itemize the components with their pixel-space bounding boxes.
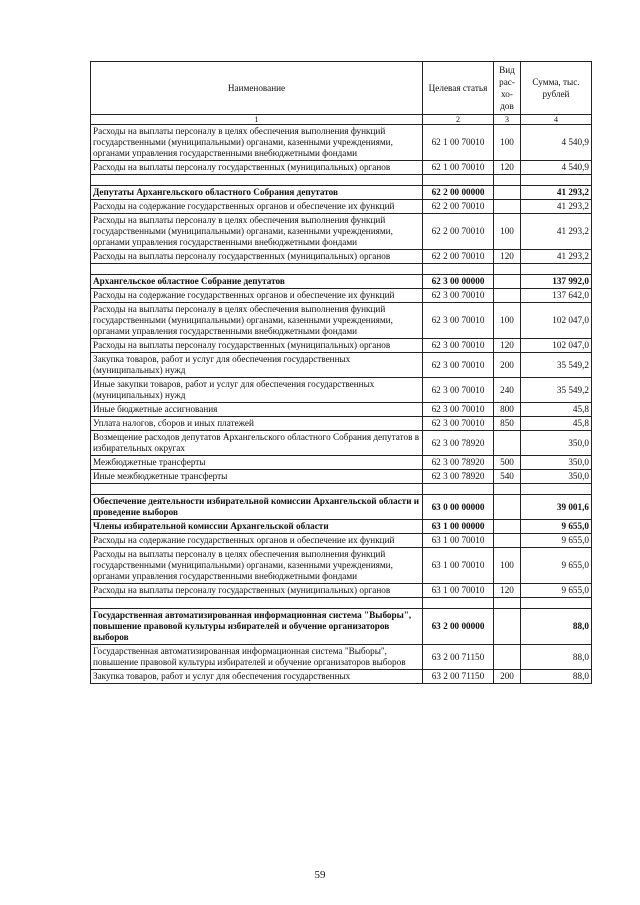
cell-target-article: 62 1 00 70010 <box>423 161 494 175</box>
table-row <box>91 431 592 456</box>
cell-expense-type: 850 <box>494 417 521 431</box>
table-row <box>91 470 592 484</box>
table-row <box>91 403 592 417</box>
cell-sum: 4 540,9 <box>521 161 592 175</box>
cell-sum: 88,0 <box>521 670 592 684</box>
table-row <box>91 548 592 584</box>
table-row <box>91 353 592 378</box>
cell-name: Расходы на выплаты персоналу в целях обеспечения выполнения функций государственными (муниципальными) органами, казенными учреждениями, органами управления государственными внебюджетными фондами <box>91 214 423 250</box>
spacer-cell <box>494 598 521 609</box>
column-number: 4 <box>521 115 592 125</box>
cell-name: Государственная автоматизированная информационная система "Выборы", повышение правовой культуры избирателей и обучение организаторов выборов <box>91 609 423 645</box>
cell-expense-type: 100 <box>494 214 521 250</box>
cell-sum: 45,8 <box>521 417 592 431</box>
spacer-cell <box>494 175 521 186</box>
table-row <box>91 417 592 431</box>
cell-expense-type <box>494 520 521 534</box>
cell-name: Расходы на выплаты персоналу государственных (муниципальных) органов <box>91 161 423 175</box>
spacer-cell <box>521 264 592 275</box>
cell-sum: 4 540,9 <box>521 125 592 161</box>
cell-expense-type <box>494 186 521 200</box>
cell-sum: 35 549,2 <box>521 353 592 378</box>
table-row <box>91 289 592 303</box>
cell-expense-type: 100 <box>494 125 521 161</box>
cell-name: Депутаты Архангельского областного Собрания депутатов <box>91 186 423 200</box>
table-row <box>91 250 592 264</box>
cell-target-article: 62 2 00 70010 <box>423 250 494 264</box>
cell-name: Расходы на выплаты персоналу государственных (муниципальных) органов <box>91 584 423 598</box>
cell-expense-type: 100 <box>494 548 521 584</box>
table-row <box>91 214 592 250</box>
cell-name: Иные закупки товаров, работ и услуг для обеспечения государственных (муниципальных) нужд <box>91 378 423 403</box>
cell-sum: 9 655,0 <box>521 520 592 534</box>
cell-name: Расходы на выплаты персоналу в целях обеспечения выполнения функций государственными (муниципальными) органами, казенными учреждениями, органами управления государственными внебюджетными фондами <box>91 303 423 339</box>
table-row <box>91 125 592 161</box>
cell-expense-type: 120 <box>494 584 521 598</box>
cell-name: Расходы на содержание государственных органов и обеспечение их функций <box>91 289 423 303</box>
table-row <box>91 534 592 548</box>
cell-name: Расходы на содержание государственных органов и обеспечение их функций <box>91 534 423 548</box>
cell-sum: 102 047,0 <box>521 339 592 353</box>
cell-expense-type: 200 <box>494 670 521 684</box>
cell-expense-type <box>494 431 521 456</box>
header-expense-type: Вид рас-хо-дов <box>494 62 521 115</box>
header-target-article: Целевая статья <box>423 62 494 115</box>
cell-target-article: 63 2 00 71150 <box>423 645 494 670</box>
cell-name: Межбюджетные трансферты <box>91 456 423 470</box>
spacer-row <box>91 264 592 275</box>
cell-name: Закупка товаров, работ и услуг для обеспечения государственных (муниципальных) нужд <box>91 353 423 378</box>
table-row <box>91 456 592 470</box>
cell-sum: 9 655,0 <box>521 548 592 584</box>
table-row <box>91 303 592 339</box>
cell-expense-type <box>494 645 521 670</box>
cell-sum: 41 293,2 <box>521 214 592 250</box>
header-name: Наименование <box>91 62 423 115</box>
cell-expense-type: 500 <box>494 456 521 470</box>
table-row <box>91 200 592 214</box>
column-number: 3 <box>494 115 521 125</box>
spacer-row <box>91 175 592 186</box>
cell-target-article: 62 3 00 70010 <box>423 303 494 339</box>
cell-sum: 9 655,0 <box>521 534 592 548</box>
cell-sum: 9 655,0 <box>521 584 592 598</box>
cell-sum: 41 293,2 <box>521 250 592 264</box>
table-row <box>91 670 592 684</box>
table-section-row <box>91 186 592 200</box>
spacer-cell <box>521 175 592 186</box>
cell-sum: 88,0 <box>521 645 592 670</box>
cell-expense-type <box>494 289 521 303</box>
table-section-row <box>91 495 592 520</box>
cell-sum: 350,0 <box>521 470 592 484</box>
cell-name: Расходы на выплаты персоналу государственных (муниципальных) органов <box>91 250 423 264</box>
cell-target-article: 63 1 00 70010 <box>423 584 494 598</box>
cell-name: Государственная автоматизированная информационная система "Выборы", повышение правовой культуры избирателей и обучение организаторов выборов <box>91 645 423 670</box>
cell-name: Иные бюджетные ассигнования <box>91 403 423 417</box>
cell-name: Возмещение расходов депутатов Архангельского областного Собрания депутатов в избирательных округах <box>91 431 423 456</box>
spacer-cell <box>494 484 521 495</box>
table-header-row <box>91 62 592 115</box>
cell-name: Обеспечение деятельности избирательной комиссии Архангельской области и проведение выборов <box>91 495 423 520</box>
spacer-cell <box>91 598 423 609</box>
cell-sum: 137 992,0 <box>521 275 592 289</box>
cell-name: Члены избирательной комиссии Архангельской области <box>91 520 423 534</box>
spacer-row <box>91 484 592 495</box>
budget-table <box>90 61 592 684</box>
cell-target-article: 62 3 00 78920 <box>423 456 494 470</box>
cell-sum: 41 293,2 <box>521 186 592 200</box>
spacer-cell <box>494 264 521 275</box>
cell-expense-type: 800 <box>494 403 521 417</box>
cell-sum: 137 642,0 <box>521 289 592 303</box>
cell-target-article: 63 1 00 00000 <box>423 520 494 534</box>
cell-sum: 350,0 <box>521 456 592 470</box>
column-number-row <box>91 115 592 125</box>
cell-target-article: 62 3 00 70010 <box>423 403 494 417</box>
cell-expense-type <box>494 495 521 520</box>
cell-name: Расходы на выплаты персоналу в целях обеспечения выполнения функций государственными (муниципальными) органами, казенными учреждениями, органами управления государственными внебюджетными фондами <box>91 125 423 161</box>
cell-name: Расходы на содержание государственных органов и обеспечение их функций <box>91 200 423 214</box>
cell-target-article: 63 1 00 70010 <box>423 534 494 548</box>
cell-name: Закупка товаров, работ и услуг для обеспечения государственных <box>91 670 423 684</box>
page-number: 59 <box>314 869 326 881</box>
cell-sum: 88,0 <box>521 609 592 645</box>
cell-name: Расходы на выплаты персоналу государственных (муниципальных) органов <box>91 339 423 353</box>
cell-target-article: 62 2 00 70010 <box>423 214 494 250</box>
spacer-cell <box>91 175 423 186</box>
cell-expense-type <box>494 200 521 214</box>
cell-sum: 35 549,2 <box>521 378 592 403</box>
column-number: 1 <box>91 115 423 125</box>
cell-expense-type: 120 <box>494 339 521 353</box>
cell-target-article: 62 3 00 70010 <box>423 378 494 403</box>
cell-expense-type: 120 <box>494 250 521 264</box>
cell-name: Расходы на выплаты персоналу в целях обеспечения выполнения функций государственными (муниципальными) органами, казенными учреждениями, органами управления государственными внебюджетными фондами <box>91 548 423 584</box>
cell-expense-type: 240 <box>494 378 521 403</box>
cell-target-article: 63 1 00 70010 <box>423 548 494 584</box>
cell-expense-type <box>494 534 521 548</box>
cell-expense-type: 100 <box>494 303 521 339</box>
cell-expense-type: 200 <box>494 353 521 378</box>
cell-target-article: 63 2 00 00000 <box>423 609 494 645</box>
cell-target-article: 63 2 00 71150 <box>423 670 494 684</box>
spacer-cell <box>423 264 494 275</box>
cell-name: Иные межбюджетные трансферты <box>91 470 423 484</box>
cell-target-article: 62 3 00 70010 <box>423 339 494 353</box>
spacer-cell <box>423 484 494 495</box>
table-body <box>91 125 592 684</box>
header-sum: Сумма, тыс. рублей <box>521 62 592 115</box>
cell-sum: 102 047,0 <box>521 303 592 339</box>
table-section-row <box>91 520 592 534</box>
cell-target-article: 62 2 00 00000 <box>423 186 494 200</box>
cell-target-article: 62 3 00 78920 <box>423 431 494 456</box>
spacer-cell <box>423 175 494 186</box>
spacer-cell <box>423 598 494 609</box>
cell-name: Архангельское областное Собрание депутатов <box>91 275 423 289</box>
cell-target-article: 62 3 00 00000 <box>423 275 494 289</box>
cell-expense-type: 120 <box>494 161 521 175</box>
table-row <box>91 339 592 353</box>
table-row <box>91 584 592 598</box>
cell-expense-type <box>494 275 521 289</box>
table-row <box>91 645 592 670</box>
cell-sum: 39 001,6 <box>521 495 592 520</box>
cell-target-article: 62 3 00 70010 <box>423 417 494 431</box>
spacer-row <box>91 598 592 609</box>
spacer-cell <box>91 264 423 275</box>
cell-target-article: 62 3 00 78920 <box>423 470 494 484</box>
cell-sum: 45,8 <box>521 403 592 417</box>
table-row <box>91 378 592 403</box>
table-section-row <box>91 275 592 289</box>
cell-target-article: 62 3 00 70010 <box>423 289 494 303</box>
column-number: 2 <box>423 115 494 125</box>
table-row <box>91 161 592 175</box>
cell-expense-type: 540 <box>494 470 521 484</box>
cell-target-article: 62 3 00 70010 <box>423 353 494 378</box>
cell-expense-type <box>494 609 521 645</box>
spacer-cell <box>521 598 592 609</box>
table-section-row <box>91 609 592 645</box>
spacer-cell <box>521 484 592 495</box>
cell-sum: 350,0 <box>521 431 592 456</box>
cell-target-article: 62 1 00 70010 <box>423 125 494 161</box>
cell-target-article: 62 2 00 70010 <box>423 200 494 214</box>
cell-name: Уплата налогов, сборов и иных платежей <box>91 417 423 431</box>
cell-sum: 41 293,2 <box>521 200 592 214</box>
spacer-cell <box>91 484 423 495</box>
cell-target-article: 63 0 00 00000 <box>423 495 494 520</box>
